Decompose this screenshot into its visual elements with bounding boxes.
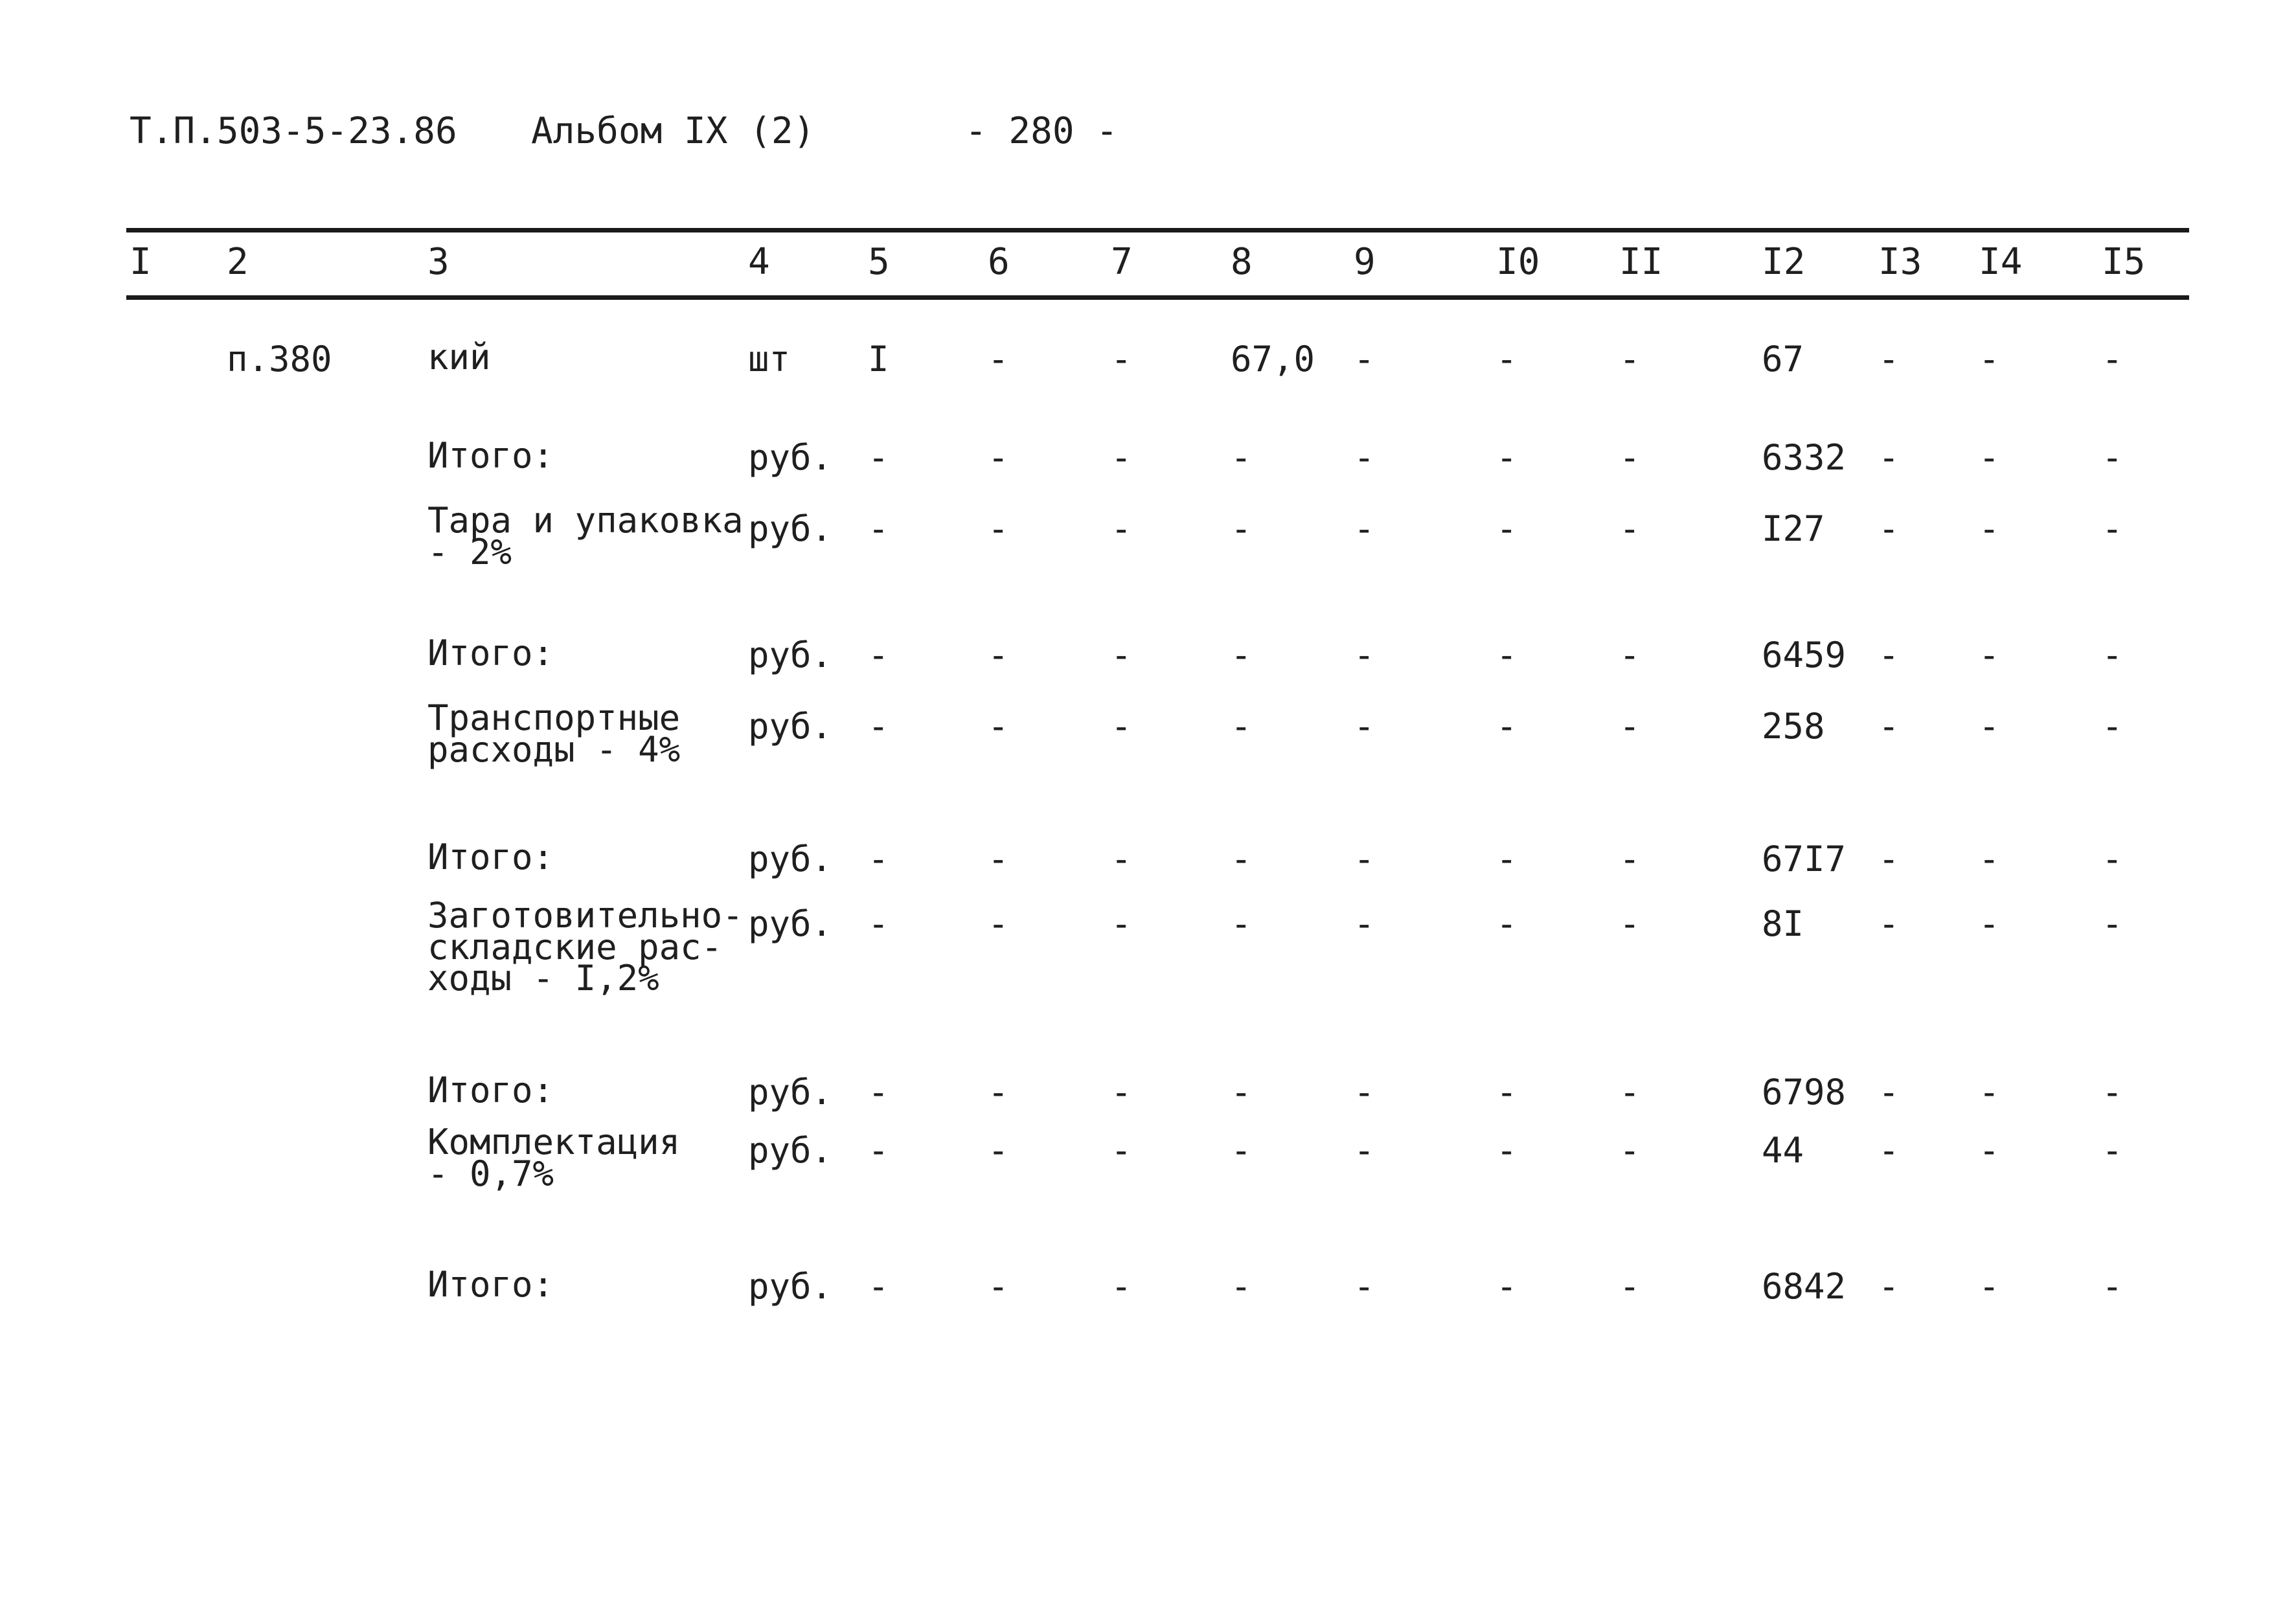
column-number: 6	[988, 241, 1010, 283]
empty-dash-cell: -	[1496, 706, 1517, 747]
empty-dash-cell: -	[988, 437, 1009, 478]
empty-dash-cell: -	[1111, 339, 1132, 379]
item-description: Итого:	[427, 1264, 554, 1305]
empty-dash-cell: -	[1111, 903, 1132, 944]
empty-dash-cell: -	[1496, 1266, 1517, 1307]
empty-dash-cell: -	[1979, 1072, 2000, 1113]
empty-dash-cell: -	[1111, 706, 1132, 747]
empty-dash-cell: -	[2102, 339, 2123, 379]
empty-dash-cell: -	[1496, 635, 1517, 675]
item-description: Транспортные расходы - 4%	[427, 697, 681, 770]
value-cell: 44	[1762, 1130, 1804, 1171]
item-reference: п.380	[227, 339, 332, 379]
item-description: Тара и упаковка - 2%	[427, 500, 744, 572]
empty-dash-cell: -	[1111, 635, 1132, 675]
column-number: I4	[1979, 241, 2023, 283]
empty-dash-cell: -	[1619, 1266, 1641, 1307]
empty-dash-cell: -	[1619, 706, 1641, 747]
empty-dash-cell: -	[2102, 706, 2123, 747]
item-description: Итого:	[427, 1070, 554, 1111]
empty-dash-cell: -	[1979, 1266, 2000, 1307]
album-title: Альбом IX (2)	[531, 110, 815, 152]
item-description: Итого:	[427, 633, 554, 673]
empty-dash-cell: -	[1496, 339, 1517, 379]
empty-dash-cell: -	[868, 1266, 889, 1307]
unit-cell: руб.	[748, 1072, 833, 1113]
empty-dash-cell: -	[868, 903, 889, 944]
empty-dash-cell: -	[1979, 903, 2000, 944]
column-number: I0	[1496, 241, 1540, 283]
empty-dash-cell: -	[2102, 635, 2123, 675]
empty-dash-cell: -	[2102, 839, 2123, 879]
empty-dash-cell: -	[988, 1130, 1009, 1171]
value-cell: 6842	[1762, 1266, 1847, 1307]
empty-dash-cell: -	[1979, 508, 2000, 549]
empty-dash-cell: -	[1496, 1072, 1517, 1113]
empty-dash-cell: -	[1619, 508, 1641, 549]
empty-dash-cell: -	[2102, 1072, 2123, 1113]
empty-dash-cell: -	[1111, 1072, 1132, 1113]
empty-dash-cell: -	[1979, 1130, 2000, 1171]
empty-dash-cell: -	[868, 706, 889, 747]
empty-dash-cell: -	[868, 1072, 889, 1113]
empty-dash-cell: -	[1619, 635, 1641, 675]
column-number: I5	[2102, 241, 2146, 283]
column-number: I2	[1762, 241, 1806, 283]
empty-dash-cell: -	[1496, 508, 1517, 549]
column-number: 9	[1354, 241, 1376, 283]
empty-dash-cell: -	[1111, 508, 1132, 549]
empty-dash-cell: -	[2102, 1130, 2123, 1171]
column-number: II	[1619, 241, 1663, 283]
column-number: 3	[427, 241, 449, 283]
empty-dash-cell: -	[868, 508, 889, 549]
empty-dash-cell: -	[868, 1130, 889, 1171]
value-cell: 67,0	[1231, 339, 1315, 379]
unit-cell: руб.	[748, 706, 833, 747]
empty-dash-cell: -	[1354, 635, 1375, 675]
empty-dash-cell: -	[1878, 1130, 1900, 1171]
empty-dash-cell: -	[1231, 706, 1252, 747]
column-number: 5	[868, 241, 890, 283]
empty-dash-cell: -	[1111, 839, 1132, 879]
empty-dash-cell: -	[1979, 706, 2000, 747]
empty-dash-cell: -	[1354, 508, 1375, 549]
value-cell: 6798	[1762, 1072, 1847, 1113]
unit-cell: руб.	[748, 437, 833, 478]
empty-dash-cell: -	[1111, 1266, 1132, 1307]
empty-dash-cell: -	[1979, 339, 2000, 379]
empty-dash-cell: -	[1979, 437, 2000, 478]
empty-dash-cell: -	[988, 839, 1009, 879]
empty-dash-cell: -	[1231, 437, 1252, 478]
column-number: 2	[227, 241, 249, 283]
empty-dash-cell: -	[1111, 1130, 1132, 1171]
empty-dash-cell: -	[2102, 437, 2123, 478]
empty-dash-cell: -	[1496, 903, 1517, 944]
document-code: Т.П.503-5-23.86	[130, 110, 457, 152]
column-number: I3	[1878, 241, 1922, 283]
value-cell: 67I7	[1762, 839, 1847, 879]
unit-cell: руб.	[748, 635, 833, 675]
empty-dash-cell: -	[1619, 839, 1641, 879]
empty-dash-cell: -	[1354, 1072, 1375, 1113]
empty-dash-cell: -	[1878, 437, 1900, 478]
unit-cell: руб.	[748, 839, 833, 879]
unit-cell: руб.	[748, 1130, 833, 1171]
page-number: - 280 -	[965, 110, 1119, 152]
empty-dash-cell: -	[1354, 437, 1375, 478]
empty-dash-cell: -	[988, 1072, 1009, 1113]
empty-dash-cell: -	[2102, 508, 2123, 549]
empty-dash-cell: -	[1111, 437, 1132, 478]
value-cell: 258	[1762, 706, 1825, 747]
item-description: Итого:	[427, 435, 554, 476]
item-description: Комплектация - 0,7%	[427, 1122, 681, 1194]
empty-dash-cell: -	[1354, 1266, 1375, 1307]
empty-dash-cell: -	[1231, 903, 1252, 944]
empty-dash-cell: -	[1231, 1072, 1252, 1113]
empty-dash-cell: -	[1496, 1130, 1517, 1171]
empty-dash-cell: -	[1619, 1130, 1641, 1171]
column-number: 7	[1111, 241, 1133, 283]
column-number: I	[130, 241, 152, 283]
empty-dash-cell: -	[1979, 635, 2000, 675]
empty-dash-cell: -	[1354, 839, 1375, 879]
empty-dash-cell: -	[1878, 706, 1900, 747]
unit-cell: шт	[748, 339, 791, 379]
empty-dash-cell: -	[988, 508, 1009, 549]
item-description: кий	[427, 337, 491, 378]
empty-dash-cell: -	[1354, 339, 1375, 379]
empty-dash-cell: -	[868, 839, 889, 879]
empty-dash-cell: -	[988, 1266, 1009, 1307]
empty-dash-cell: -	[1619, 437, 1641, 478]
value-cell: 6332	[1762, 437, 1847, 478]
value-cell: 8I	[1762, 903, 1804, 944]
unit-cell: руб.	[748, 1266, 833, 1307]
empty-dash-cell: -	[1878, 903, 1900, 944]
empty-dash-cell: -	[988, 339, 1009, 379]
empty-dash-cell: -	[1878, 635, 1900, 675]
empty-dash-cell: -	[1619, 903, 1641, 944]
empty-dash-cell: -	[1231, 1130, 1252, 1171]
empty-dash-cell: -	[1496, 839, 1517, 879]
column-number: 4	[748, 241, 770, 283]
value-cell: 67	[1762, 339, 1804, 379]
empty-dash-cell: -	[988, 903, 1009, 944]
empty-dash-cell: -	[1619, 1072, 1641, 1113]
empty-dash-cell: -	[1496, 437, 1517, 478]
unit-cell: руб.	[748, 508, 833, 549]
empty-dash-cell: -	[1878, 508, 1900, 549]
empty-dash-cell: -	[988, 635, 1009, 675]
empty-dash-cell: -	[1354, 1130, 1375, 1171]
empty-dash-cell: -	[868, 437, 889, 478]
value-cell: I27	[1762, 508, 1825, 549]
empty-dash-cell: -	[2102, 903, 2123, 944]
item-description: Итого:	[427, 837, 554, 877]
table-header-rule	[126, 295, 2189, 300]
empty-dash-cell: -	[2102, 1266, 2123, 1307]
empty-dash-cell: -	[1878, 339, 1900, 379]
empty-dash-cell: -	[1231, 839, 1252, 879]
value-cell: 6459	[1762, 635, 1847, 675]
empty-dash-cell: -	[1231, 635, 1252, 675]
empty-dash-cell: -	[1231, 1266, 1252, 1307]
empty-dash-cell: -	[1354, 903, 1375, 944]
empty-dash-cell: -	[1619, 339, 1641, 379]
empty-dash-cell: -	[1979, 839, 2000, 879]
empty-dash-cell: -	[1878, 1266, 1900, 1307]
table-top-rule	[126, 228, 2189, 232]
column-number: 8	[1231, 241, 1253, 283]
empty-dash-cell: -	[988, 706, 1009, 747]
value-cell: I	[868, 339, 889, 379]
empty-dash-cell: -	[1354, 706, 1375, 747]
empty-dash-cell: -	[1878, 1072, 1900, 1113]
unit-cell: руб.	[748, 903, 833, 944]
empty-dash-cell: -	[1878, 839, 1900, 879]
empty-dash-cell: -	[1231, 508, 1252, 549]
item-description: Заготовительно- складские рас- ходы - I,2%	[427, 895, 744, 999]
empty-dash-cell: -	[868, 635, 889, 675]
